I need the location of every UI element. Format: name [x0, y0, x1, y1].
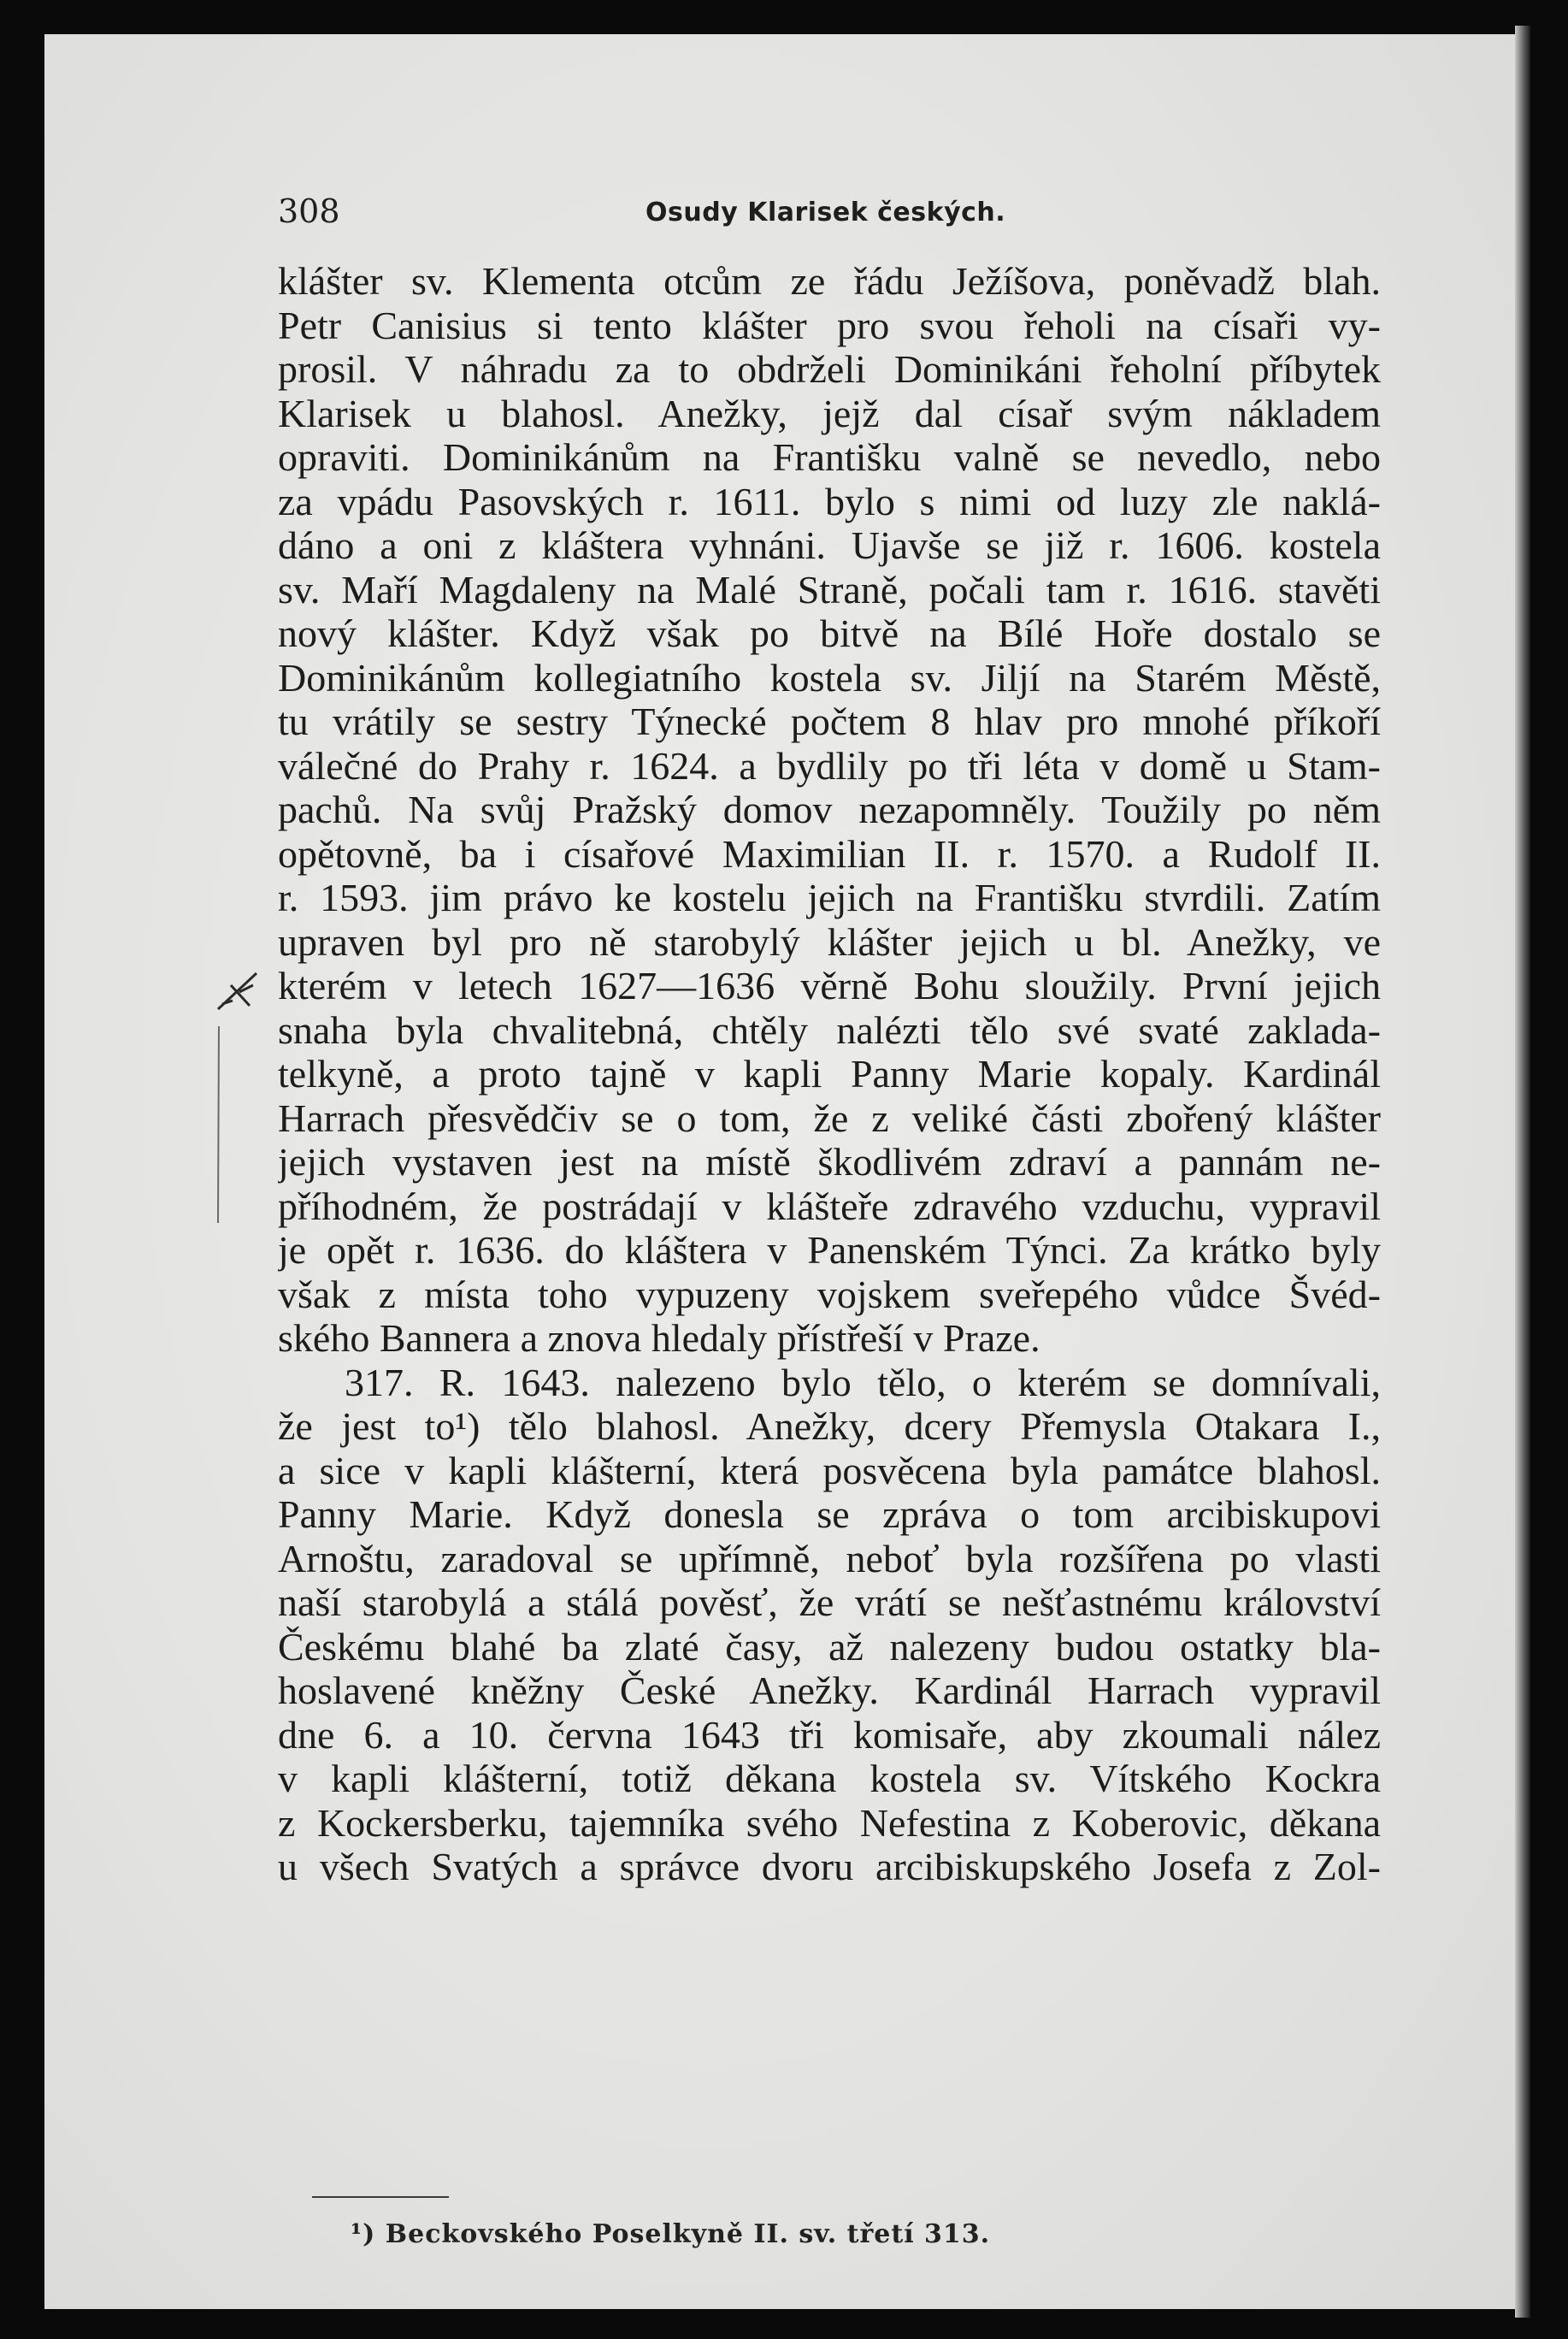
text-line: příhodném, že postrádají v klášteře zdravého vzduchu, vypravil	[278, 1184, 1381, 1228]
text-line: Panny Marie. Když donesla se zpráva o tom arcibiskupovi	[278, 1492, 1381, 1536]
text-line: dne 6. a 10. června 1643 tři komisaře, aby zkoumali nález	[278, 1712, 1381, 1757]
text-line: klášter sv. Klementa otcům ze řádu Ježíšova, poněvadž blah.	[278, 259, 1381, 303]
footnote-rule	[312, 2196, 449, 2198]
pencil-mark-icon	[214, 966, 265, 1018]
text-line: opraviti. Dominikánům na Františku valně se nevedlo, nebo	[278, 435, 1381, 479]
text-line: u všech Svatých a správce dvoru arcibiskupského Josefa z Zol-	[278, 1845, 1381, 1888]
text-line: Dominikánům kollegiatního kostela sv. Jiljí na Starém Městě,	[278, 655, 1381, 700]
running-title: Osudy Klarisek českých.	[645, 198, 1006, 227]
text-line: je opět r. 1636. do kláštera v Panenském Týnci. Za krátko byly	[278, 1228, 1381, 1272]
text-line: že jest to¹) tělo blahosl. Anežky, dcery Přemysla Otakara I.,	[278, 1404, 1381, 1448]
text-line: tu vrátily se sestry Týnecké počtem 8 hlav pro mnohé příkoří	[278, 700, 1381, 743]
text-line: sv. Maří Magdaleny na Malé Straně, počali tam r. 1616. stavěti	[278, 567, 1381, 611]
footnote: ¹) Beckovského Poselkyně II. sv. třetí 313.	[351, 2219, 991, 2249]
text-line: upraven byl pro ně starobylý klášter jejich u bl. Anežky, ve	[278, 919, 1381, 964]
text-line: v kapli klášterní, totiž děkana kostela sv. Vítského Kockra	[278, 1757, 1381, 1800]
page-edge	[1515, 26, 1530, 2318]
body-text	[278, 259, 1381, 1889]
text-line: jejich vystaven jest na místě škodlivém zdraví a pannám ne-	[278, 1140, 1381, 1184]
paragraph-start-line: 317. R. 1643. nalezeno bylo tělo, o kterém se domnívali,	[345, 1360, 1381, 1404]
text-line: r. 1593. jim právo ke kostelu jejich na Františku stvrdili. Zatím	[278, 876, 1381, 919]
text-line: nový klášter. Když však po bitvě na Bílé Hoře dostalo se	[278, 611, 1381, 655]
text-line: snaha byla chvalitebná, chtěly nalézti tělo své svaté zaklada-	[278, 1007, 1381, 1052]
text-line: ského Bannera a znova hledaly přístřeší v Praze.	[278, 1316, 1040, 1360]
text-line: pachů. Na svůj Pražský domov nezapomněly. Toužily po něm	[278, 788, 1381, 831]
text-line: Klarisek u blahosl. Anežky, jejž dal císař svým nákladem	[278, 391, 1381, 435]
text-line: dáno a oni z kláštera vyhnáni. Ujavše se již r. 1606. kostela	[278, 523, 1381, 567]
text-line: Arnoštu, zaradoval se upřímně, neboť byla rozšířena po vlasti	[278, 1536, 1381, 1580]
text-line: opětovně, ba i císařové Maximilian II. r. 1570. a Rudolf II.	[278, 831, 1381, 876]
text-line: válečné do Prahy r. 1624. a bydlily po tři léta v domě u Stam-	[278, 743, 1381, 788]
text-line: prosil. V náhradu za to obdrželi Dominikáni řeholní příbytek	[278, 347, 1381, 391]
text-line: hoslavené kněžny České Anežky. Kardinál Harrach vypravil	[278, 1669, 1381, 1712]
text-line: Českému blahé ba zlaté časy, až nalezeny budou ostatky bla-	[278, 1624, 1381, 1669]
text-line: za vpádu Pasovských r. 1611. bylo s nimi od luzy zle naklá-	[278, 479, 1381, 523]
text-line: naší starobylá a stálá pověsť, že vrátí se nešťastnému království	[278, 1580, 1381, 1624]
text-line: a sice v kapli klášterní, která posvěcena byla památce blahosl.	[278, 1448, 1381, 1492]
text-line: telkyně, a proto tajně v kapli Panny Marie kopaly. Kardinál	[278, 1052, 1381, 1096]
margin-pencil-line	[215, 1026, 222, 1223]
text-line: však z místa toho vypuzeny vojskem sveřepého vůdce Švéd-	[278, 1272, 1381, 1316]
text-line: kterém v letech 1627—1636 věrně Bohu sloužily. První jejich	[278, 964, 1381, 1007]
page-number: 308	[278, 192, 340, 230]
text-line: z Kockersberku, tajemníka svého Nefestina z Koberovic, děkana	[278, 1800, 1381, 1845]
text-line: Harrach přesvědčiv se o tom, že z veliké části zbořený klášter	[278, 1096, 1381, 1140]
page-header	[278, 192, 1381, 244]
text-line: Petr Canisius si tento klášter pro svou řeholi na císaři vy-	[278, 303, 1381, 347]
